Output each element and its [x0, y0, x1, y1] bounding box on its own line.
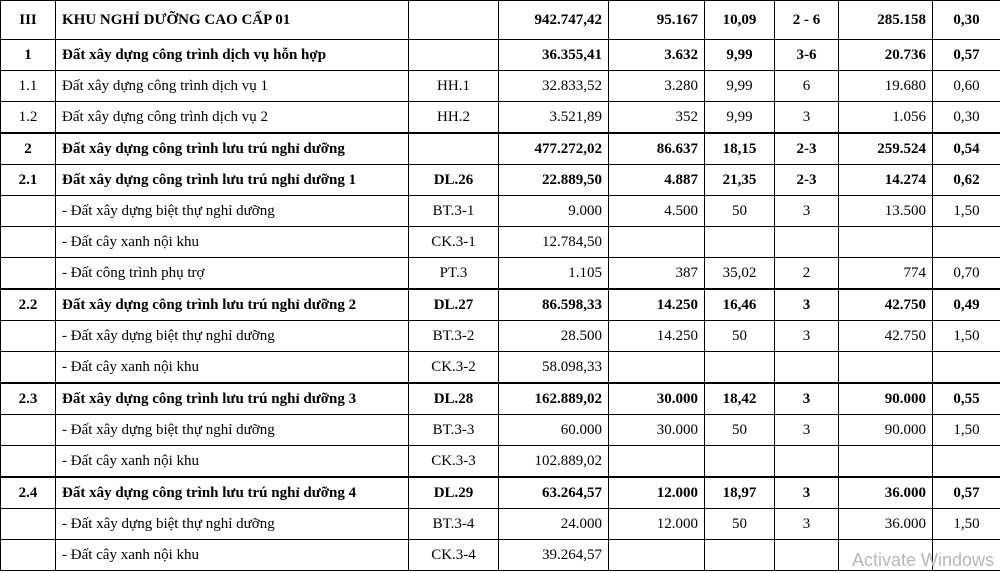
- cell-density: [705, 352, 775, 384]
- cell-lot-code: DL.29: [409, 477, 499, 509]
- cell-stt: [1, 446, 56, 478]
- cell-density: 9,99: [705, 71, 775, 102]
- cell-area: 9.000: [499, 196, 609, 227]
- cell-floor-area: 36.000: [839, 509, 933, 540]
- cell-density: 21,35: [705, 165, 775, 196]
- table-row: [1, 1, 1000, 40]
- cell-floors: [775, 540, 839, 571]
- cell-far: [933, 227, 1000, 258]
- cell-building-area: 30.000: [609, 415, 705, 446]
- cell-lot-code: DL.26: [409, 165, 499, 196]
- cell-building-area: [609, 446, 705, 478]
- cell-stt: 1.2: [1, 102, 56, 134]
- cell-area: 24.000: [499, 509, 609, 540]
- cell-building-area: [609, 540, 705, 571]
- cell-floor-area: 14.274: [839, 165, 933, 196]
- cell-floor-area: 42.750: [839, 289, 933, 321]
- cell-stt: [1, 509, 56, 540]
- cell-land-use-name: KHU NGHỈ DƯỠNG CAO CẤP 01: [56, 1, 409, 40]
- cell-land-use-name: - Đất cây xanh nội khu: [56, 540, 409, 571]
- cell-building-area: 3.632: [609, 40, 705, 71]
- cell-building-area: 12.000: [609, 509, 705, 540]
- cell-lot-code: [409, 40, 499, 71]
- cell-stt: 1.1: [1, 71, 56, 102]
- cell-area: 39.264,57: [499, 540, 609, 571]
- cell-area: 32.833,52: [499, 71, 609, 102]
- cell-area: 942.747,42: [499, 1, 609, 40]
- cell-lot-code: HH.1: [409, 71, 499, 102]
- cell-far: 0,57: [933, 40, 1000, 71]
- cell-land-use-name: Đất xây dựng công trình dịch vụ 2: [56, 102, 409, 134]
- table-row: [1, 165, 1000, 196]
- cell-building-area: [609, 227, 705, 258]
- cell-floors: 3: [775, 289, 839, 321]
- table-row: [1, 415, 1000, 446]
- cell-building-area: 352: [609, 102, 705, 134]
- cell-land-use-name: Đất xây dựng công trình lưu trú nghỉ dưỡng 4: [56, 477, 409, 509]
- cell-far: 1,50: [933, 509, 1000, 540]
- table-row: [1, 227, 1000, 258]
- cell-lot-code: BT.3-1: [409, 196, 499, 227]
- cell-area: 1.105: [499, 258, 609, 290]
- cell-far: 0,60: [933, 71, 1000, 102]
- cell-density: 9,99: [705, 102, 775, 134]
- cell-stt: [1, 540, 56, 571]
- cell-stt: III: [1, 1, 56, 40]
- cell-density: [705, 540, 775, 571]
- cell-floors: 2: [775, 258, 839, 290]
- cell-stt: [1, 227, 56, 258]
- cell-far: 1,50: [933, 321, 1000, 352]
- cell-floors: [775, 352, 839, 384]
- table-row: [1, 102, 1000, 134]
- cell-land-use-name: - Đất cây xanh nội khu: [56, 446, 409, 478]
- cell-floor-area: 774: [839, 258, 933, 290]
- cell-far: 0,49: [933, 289, 1000, 321]
- cell-floors: [775, 227, 839, 258]
- cell-density: 16,46: [705, 289, 775, 321]
- cell-area: 63.264,57: [499, 477, 609, 509]
- cell-building-area: 12.000: [609, 477, 705, 509]
- cell-lot-code: BT.3-2: [409, 321, 499, 352]
- cell-floors: 3: [775, 196, 839, 227]
- cell-stt: 2.2: [1, 289, 56, 321]
- cell-land-use-name: - Đất xây dựng biệt thự nghỉ dưỡng: [56, 321, 409, 352]
- cell-far: 1,50: [933, 196, 1000, 227]
- cell-floor-area: 90.000: [839, 383, 933, 415]
- cell-density: 18,42: [705, 383, 775, 415]
- cell-area: 22.889,50: [499, 165, 609, 196]
- cell-floor-area: 42.750: [839, 321, 933, 352]
- cell-lot-code: PT.3: [409, 258, 499, 290]
- table-row: [1, 383, 1000, 415]
- cell-floors: 3: [775, 415, 839, 446]
- cell-floors: 3-6: [775, 40, 839, 71]
- cell-area: 3.521,89: [499, 102, 609, 134]
- table-row: [1, 446, 1000, 478]
- cell-floors: 3: [775, 509, 839, 540]
- cell-area: 28.500: [499, 321, 609, 352]
- cell-land-use-name: - Đất xây dựng biệt thự nghỉ dưỡng: [56, 415, 409, 446]
- cell-building-area: 4.887: [609, 165, 705, 196]
- table-row: [1, 196, 1000, 227]
- cell-density: 50: [705, 196, 775, 227]
- cell-floor-area: 259.524: [839, 133, 933, 165]
- cell-area: 477.272,02: [499, 133, 609, 165]
- cell-stt: 2.4: [1, 477, 56, 509]
- cell-land-use-name: Đất xây dựng công trình dịch vụ hỗn hợp: [56, 40, 409, 71]
- cell-building-area: 30.000: [609, 383, 705, 415]
- cell-floors: 3: [775, 102, 839, 134]
- table-row: [1, 509, 1000, 540]
- cell-density: [705, 446, 775, 478]
- cell-lot-code: BT.3-4: [409, 509, 499, 540]
- table-row: [1, 258, 1000, 290]
- cell-building-area: 95.167: [609, 1, 705, 40]
- cell-lot-code: DL.27: [409, 289, 499, 321]
- table-row: [1, 477, 1000, 509]
- cell-floors: 2-3: [775, 133, 839, 165]
- cell-lot-code: CK.3-1: [409, 227, 499, 258]
- cell-building-area: 4.500: [609, 196, 705, 227]
- cell-lot-code: [409, 1, 499, 40]
- cell-density: 10,09: [705, 1, 775, 40]
- cell-building-area: [609, 352, 705, 384]
- cell-lot-code: [409, 133, 499, 165]
- table-row: [1, 71, 1000, 102]
- cell-land-use-name: Đất xây dựng công trình lưu trú nghỉ dưỡng 2: [56, 289, 409, 321]
- cell-lot-code: CK.3-3: [409, 446, 499, 478]
- cell-far: 0,70: [933, 258, 1000, 290]
- cell-floors: 2-3: [775, 165, 839, 196]
- cell-density: 9,99: [705, 40, 775, 71]
- cell-stt: [1, 321, 56, 352]
- cell-stt: [1, 196, 56, 227]
- cell-land-use-name: - Đất xây dựng biệt thự nghỉ dưỡng: [56, 196, 409, 227]
- cell-floor-area: 20.736: [839, 40, 933, 71]
- cell-land-use-name: - Đất cây xanh nội khu: [56, 227, 409, 258]
- cell-floor-area: 1.056: [839, 102, 933, 134]
- cell-stt: 2.1: [1, 165, 56, 196]
- cell-floor-area: [839, 352, 933, 384]
- cell-land-use-name: Đất xây dựng công trình lưu trú nghỉ dưỡng 1: [56, 165, 409, 196]
- cell-far: 1,50: [933, 415, 1000, 446]
- table-body: [1, 1, 1000, 571]
- cell-far: 0,30: [933, 102, 1000, 134]
- table-row: [1, 289, 1000, 321]
- table-row: [1, 540, 1000, 571]
- cell-land-use-name: - Đất xây dựng biệt thự nghỉ dưỡng: [56, 509, 409, 540]
- cell-density: 50: [705, 509, 775, 540]
- cell-far: 0,55: [933, 383, 1000, 415]
- cell-density: [705, 227, 775, 258]
- cell-area: 36.355,41: [499, 40, 609, 71]
- cell-land-use-name: Đất xây dựng công trình lưu trú nghỉ dưỡng 3: [56, 383, 409, 415]
- cell-building-area: 14.250: [609, 321, 705, 352]
- cell-floors: 2 - 6: [775, 1, 839, 40]
- table-row: [1, 133, 1000, 165]
- cell-far: [933, 540, 1000, 571]
- cell-stt: 1: [1, 40, 56, 71]
- cell-land-use-name: Đất xây dựng công trình lưu trú nghỉ dưỡng: [56, 133, 409, 165]
- cell-floors: 3: [775, 383, 839, 415]
- cell-stt: [1, 352, 56, 384]
- cell-density: 50: [705, 415, 775, 446]
- cell-far: 0,57: [933, 477, 1000, 509]
- cell-land-use-name: - Đất công trình phụ trợ: [56, 258, 409, 290]
- cell-lot-code: HH.2: [409, 102, 499, 134]
- cell-far: [933, 446, 1000, 478]
- table-row: [1, 40, 1000, 71]
- cell-far: 0,54: [933, 133, 1000, 165]
- cell-stt: [1, 258, 56, 290]
- cell-area: 60.000: [499, 415, 609, 446]
- cell-area: 162.889,02: [499, 383, 609, 415]
- cell-floor-area: 19.680: [839, 71, 933, 102]
- cell-building-area: 86.637: [609, 133, 705, 165]
- cell-floors: 3: [775, 321, 839, 352]
- cell-area: 12.784,50: [499, 227, 609, 258]
- cell-floor-area: 90.000: [839, 415, 933, 446]
- cell-land-use-name: - Đất cây xanh nội khu: [56, 352, 409, 384]
- cell-area: 102.889,02: [499, 446, 609, 478]
- cell-density: 18,97: [705, 477, 775, 509]
- cell-floors: 3: [775, 477, 839, 509]
- cell-floor-area: [839, 540, 933, 571]
- cell-density: 35,02: [705, 258, 775, 290]
- cell-building-area: 3.280: [609, 71, 705, 102]
- cell-lot-code: BT.3-3: [409, 415, 499, 446]
- cell-stt: 2.3: [1, 383, 56, 415]
- cell-far: [933, 352, 1000, 384]
- cell-density: 18,15: [705, 133, 775, 165]
- cell-building-area: 14.250: [609, 289, 705, 321]
- table-row: [1, 321, 1000, 352]
- cell-floor-area: 285.158: [839, 1, 933, 40]
- cell-floor-area: 36.000: [839, 477, 933, 509]
- cell-lot-code: CK.3-2: [409, 352, 499, 384]
- cell-floors: [775, 446, 839, 478]
- cell-area: 58.098,33: [499, 352, 609, 384]
- cell-lot-code: CK.3-4: [409, 540, 499, 571]
- cell-land-use-name: Đất xây dựng công trình dịch vụ 1: [56, 71, 409, 102]
- cell-stt: [1, 415, 56, 446]
- cell-far: 0,62: [933, 165, 1000, 196]
- cell-floor-area: [839, 446, 933, 478]
- activate-windows-watermark: Activate Windows: [851, 550, 994, 570]
- cell-far: 0,30: [933, 1, 1000, 40]
- cell-density: 50: [705, 321, 775, 352]
- table-row: [1, 352, 1000, 384]
- cell-floor-area: [839, 227, 933, 258]
- cell-area: 86.598,33: [499, 289, 609, 321]
- cell-floor-area: 13.500: [839, 196, 933, 227]
- cell-stt: 2: [1, 133, 56, 165]
- cell-floors: 6: [775, 71, 839, 102]
- cell-building-area: 387: [609, 258, 705, 290]
- cell-lot-code: DL.28: [409, 383, 499, 415]
